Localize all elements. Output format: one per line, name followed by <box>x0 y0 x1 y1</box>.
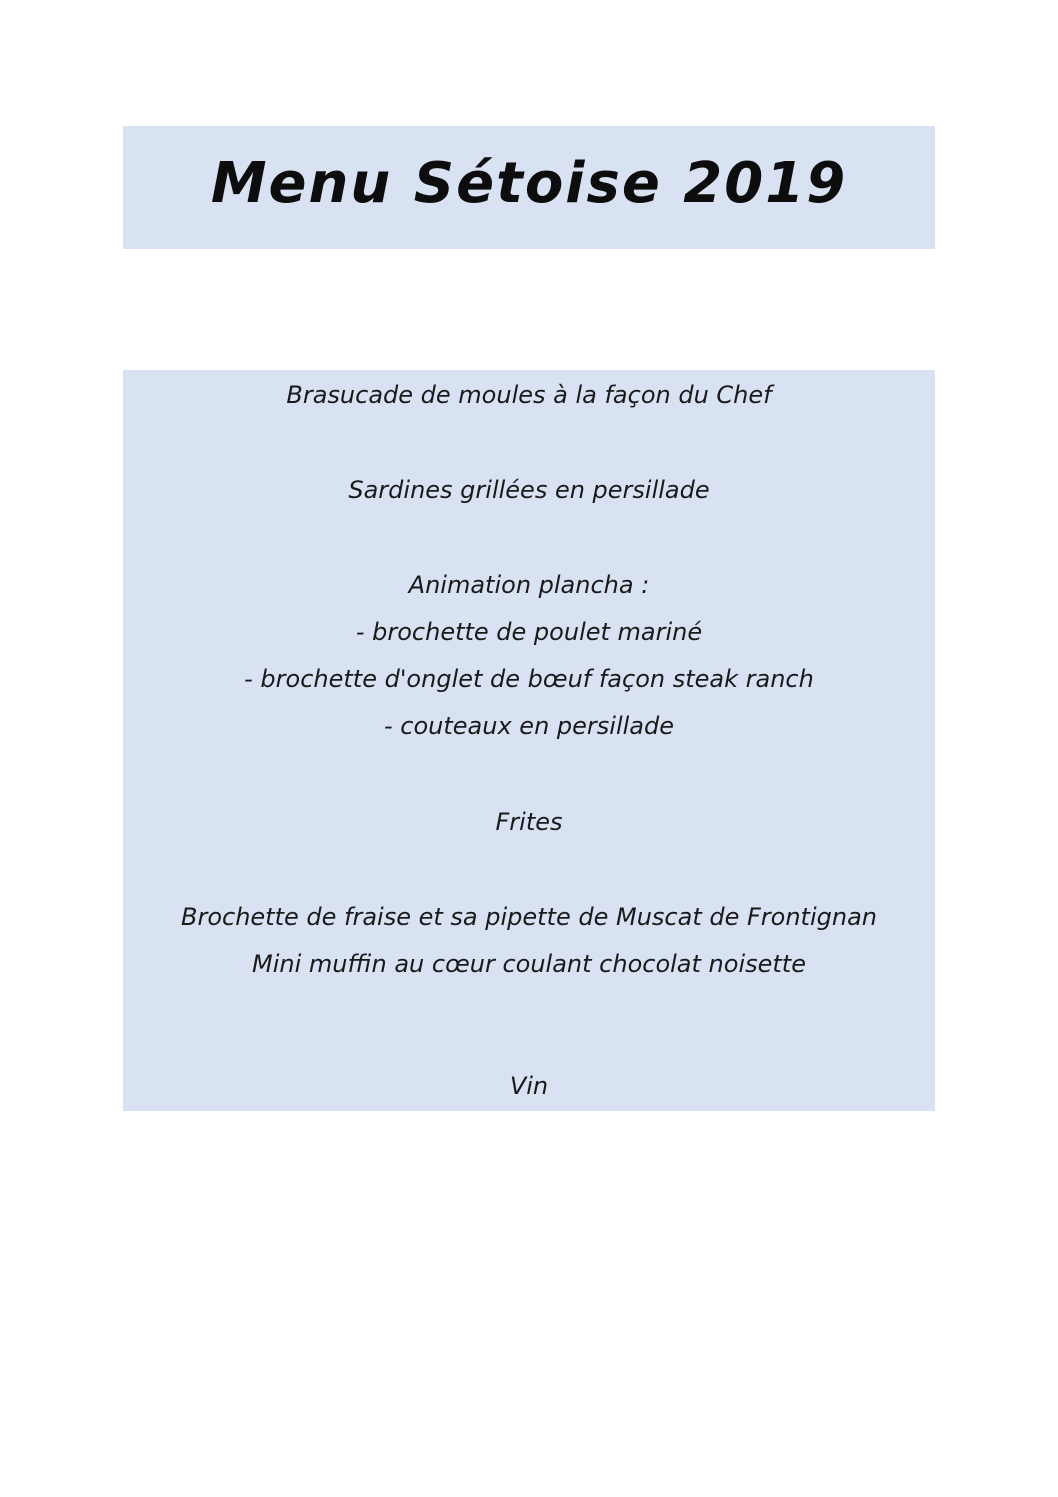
menu-item-couteaux: - couteaux en persillade <box>384 712 674 740</box>
menu-item-sardines: Sardines grillées en persillade <box>348 476 710 504</box>
title-box <box>123 126 935 249</box>
menu-item-brochette-onglet: - brochette d'onglet de bœuf façon steak ranch <box>244 665 814 693</box>
menu-item-animation-plancha: Animation plancha : <box>408 571 650 599</box>
menu-item-vin: Vin <box>509 1072 549 1100</box>
menu-item-mini-muffin: Mini muffin au cœur coulant chocolat noisette <box>252 950 806 978</box>
menu-item-brochette-poulet: - brochette de poulet mariné <box>355 618 703 646</box>
menu-box <box>123 370 935 1111</box>
page-title: Menu Sétoise 2019 <box>210 151 848 216</box>
menu-item-frites: Frites <box>495 808 563 836</box>
menu-item-brochette-fraise: Brochette de fraise et sa pipette de Muscat de Frontignan <box>180 903 877 931</box>
menu-item-brasucade: Brasucade de moules à la façon du Chef <box>286 381 772 409</box>
